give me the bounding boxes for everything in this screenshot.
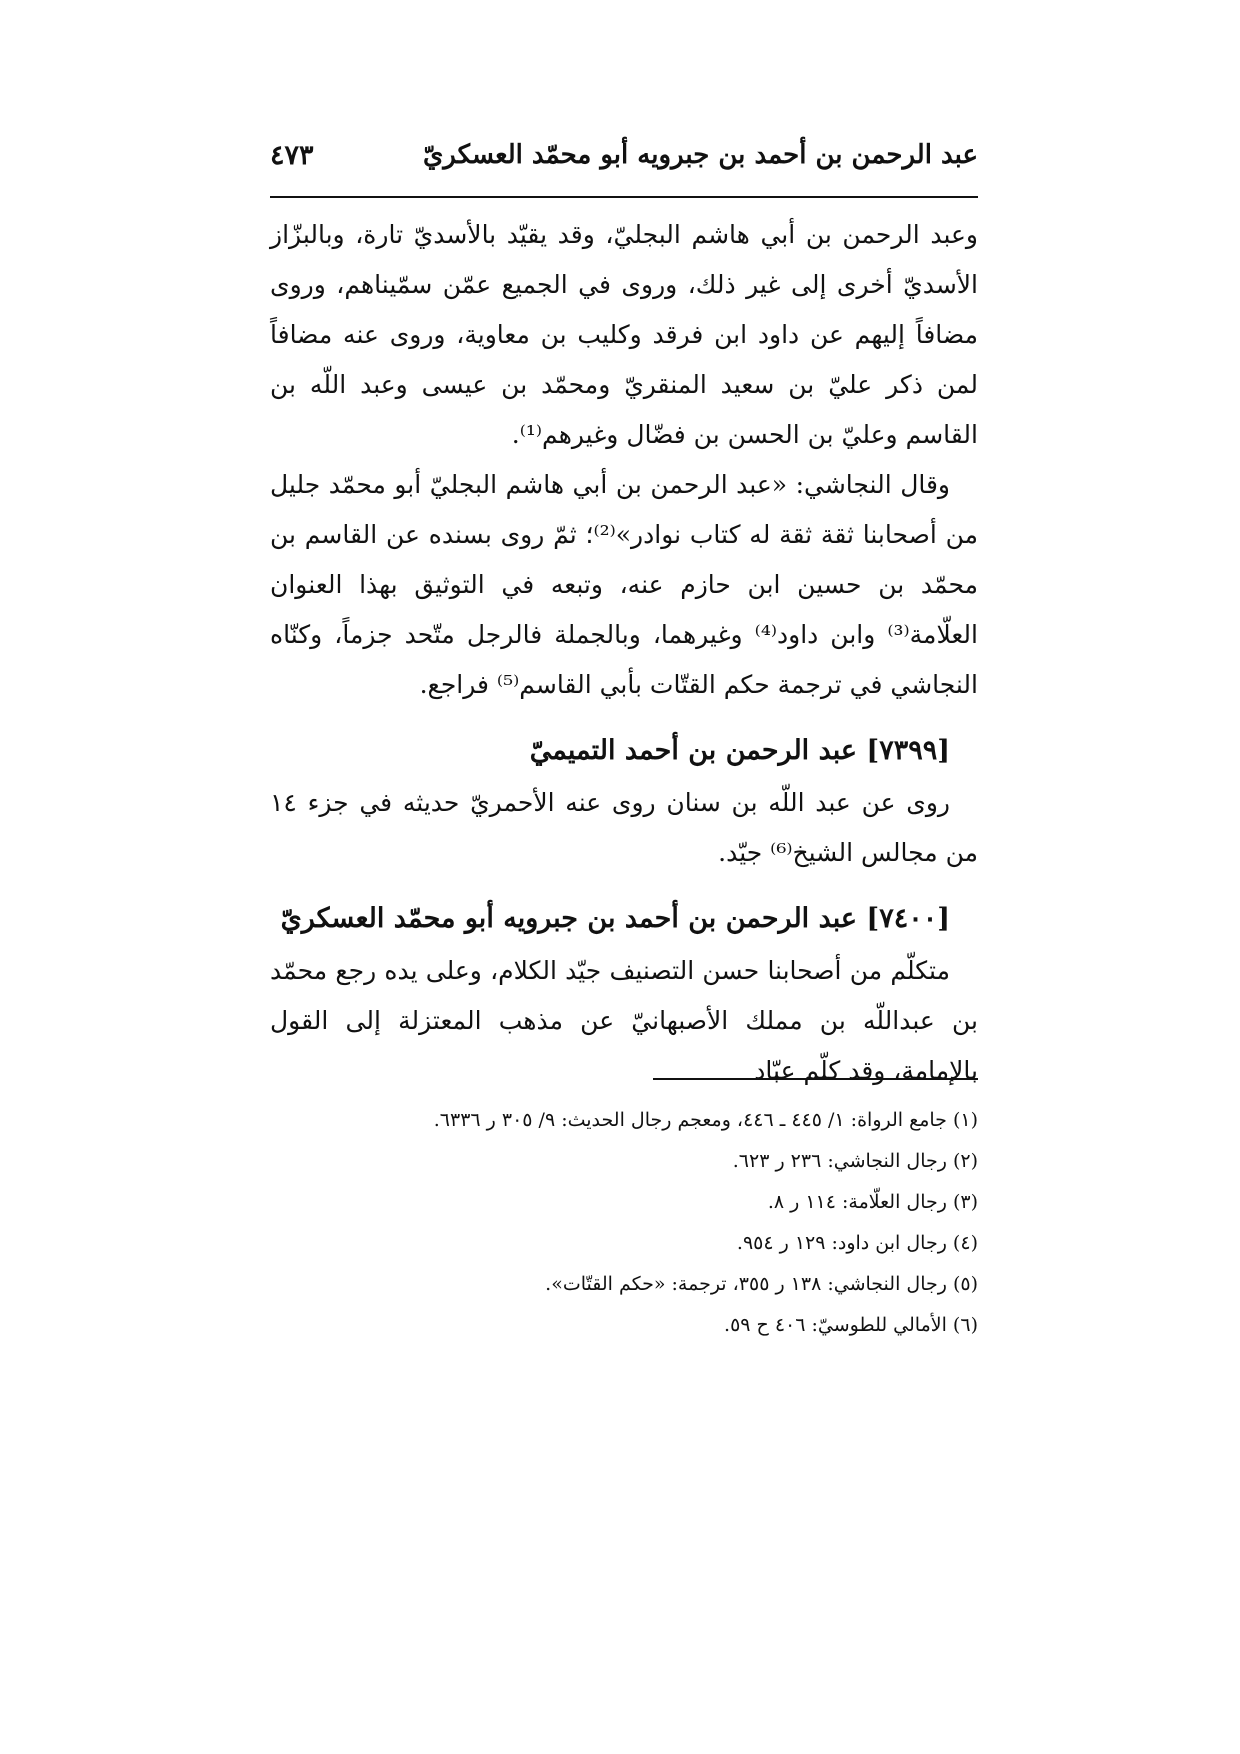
running-header-title: عبد الرحمن بن أحمد بن جبرويه أبو محمّد العسكريّ (422, 140, 978, 170)
header-divider (270, 196, 978, 198)
footnote-5: (٥) رجال النجاشي: ١٣٨ ر ٣٥٥، ترجمة: «حكم القتّات». (545, 1273, 978, 1295)
footnotes-list (270, 1100, 978, 1346)
footnote-3: (٣) رجال العلّامة: ١١٤ ر ٨. (767, 1191, 978, 1213)
running-header (270, 140, 978, 190)
footnote-6: (٦) الأمالي للطوسيّ: ٤٠٦ ح ٥٩. (724, 1314, 978, 1336)
main-text (270, 210, 978, 1096)
entry-number-7400: [٧٤٠٠] (866, 903, 950, 934)
entry-text-7400: متكلّم من أصحابنا حسن التصنيف جيّد الكلام، وعلى يده رجع محمّد بن عبداللّه بن مملك الأصبهانيّ عن مذهب المعتزلة إلى القول بالإمامة، وقد كلّم عبّاد (270, 956, 978, 1085)
page-number: ٤٧٣ (270, 140, 314, 171)
footnote-divider (653, 1078, 978, 1080)
entry-heading-7399 (270, 726, 978, 776)
entry-text-7399: روى عن عبد اللّه بن سنان روى عنه الأحمريّ حديثه في جزء ١٤ من مجالس الشيخ⁽⁶⁾ جيّد. (270, 788, 978, 867)
footnote-2: (٢) رجال النجاشي: ٢٣٦ ر ٦٢٣. (732, 1150, 978, 1172)
paragraph-najashi-quote: وقال النجاشي: «عبد الرحمن بن أبي هاشم البجليّ أبو محمّد جليل من أصحابنا ثقة ثقة له كتاب نوادر»⁽²⁾؛ ثمّ روى بسنده عن القاسم بن محمّد بن حسين ابن حازم عنه، وتبعه في التوثيق بهذا العنوان العلّامة⁽³⁾ وابن داود⁽⁴⁾ وغيرهما، وبالجملة فالرجل متّحد جزماً، وكنّاه النجاشي في ترجمة حكم القتّات بأبي القاسم⁽⁵⁾ فراجع. (270, 470, 979, 699)
entry-heading-7400 (270, 894, 978, 944)
entry-number-7399: [٧٣٩٩] (866, 735, 950, 766)
footnote-1: (١) جامع الرواة: ١/ ٤٤٥ ـ ٤٤٦، ومعجم رجال الحديث: ٩/ ٣٠٥ ر ٦٣٣٦. (433, 1109, 978, 1131)
entry-name-7400: عبد الرحمن بن أحمد بن جبرويه أبو محمّد العسكريّ (280, 903, 858, 934)
footnote-4: (٤) رجال ابن داود: ١٢٩ ر ٩٥٤. (736, 1232, 978, 1254)
entry-name-7399: عبد الرحمن بن أحمد التميميّ (529, 735, 858, 766)
paragraph-continuation: وعبد الرحمن بن أبي هاشم البجليّ، وقد يقيّد بالأسديّ تارة، وبالبزّاز الأسديّ أخرى إلى غير ذلك، وروى في الجميع عمّن سمّيناهم، وروى مضافاً إليهم عن داود ابن فرقد وكليب بن معاوية، وروى عنه مضافاً لمن ذكر عليّ بن سعيد المنقريّ ومحمّد بن عيسى وعبد اللّه بن القاسم وعليّ بن الحسن بن فضّال وغيرهم⁽¹⁾. (270, 220, 978, 449)
